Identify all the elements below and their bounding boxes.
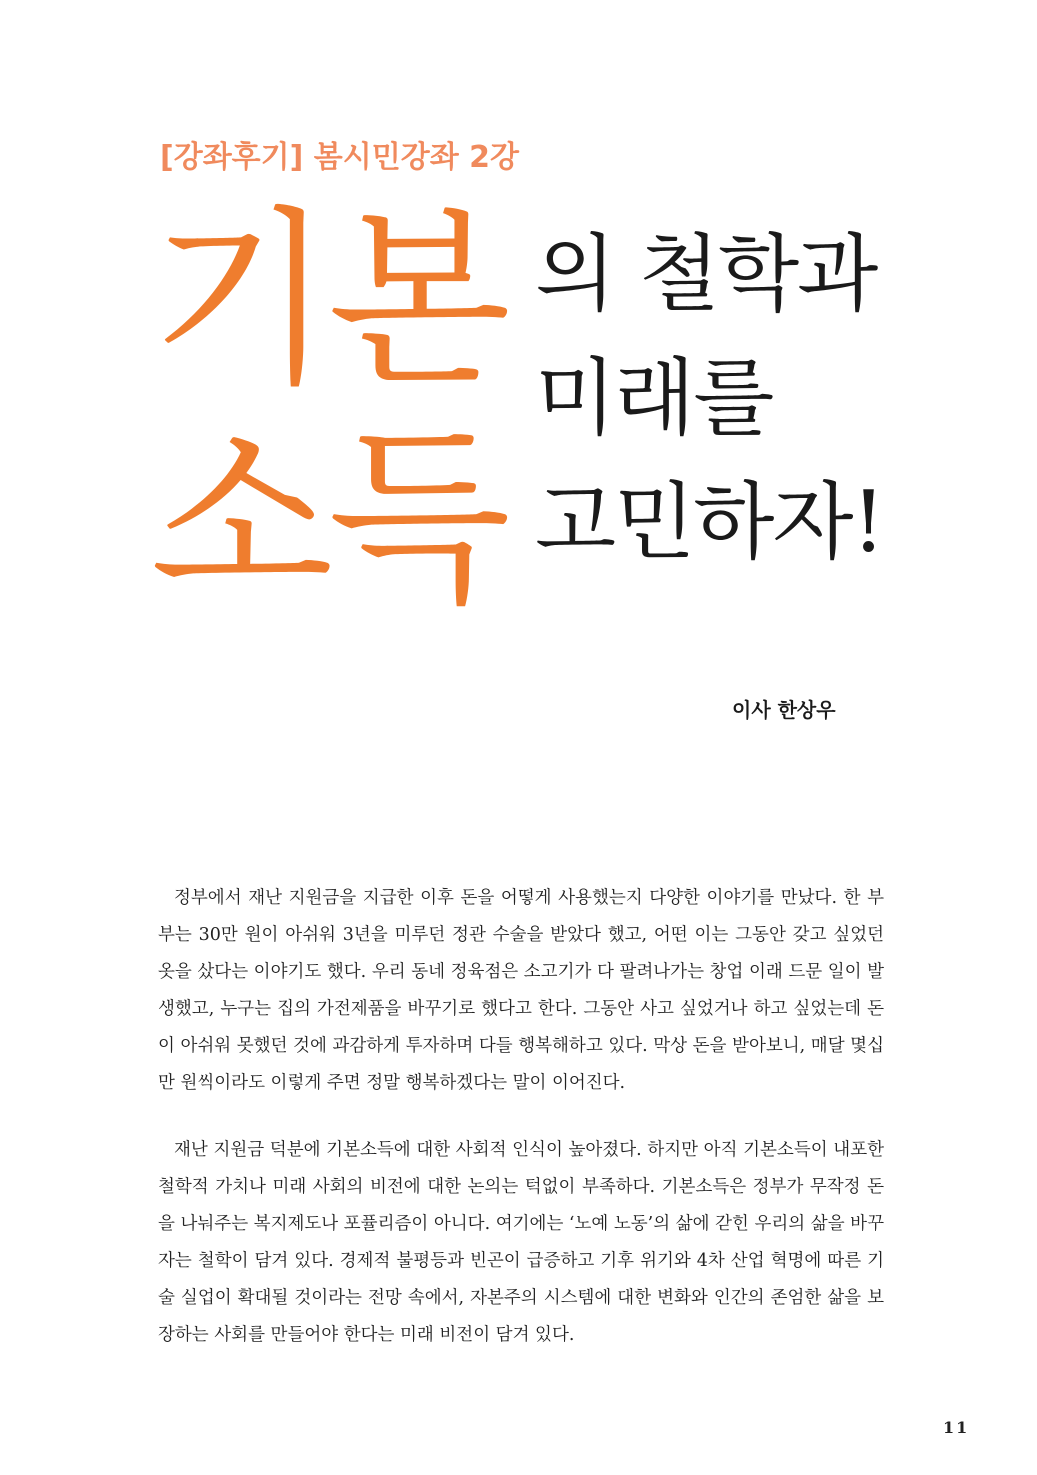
author-byline: 이사 한상우 [732, 698, 836, 722]
body-paragraph-1: 정부에서 재난 지원금을 지급한 이후 돈을 어떻게 사용했는지 다양한 이야기를 만났다. 한 부부는 30만 원이 아쉬워 3년을 미루던 정관 수술을 받았다 했고, 어떤 이는 그동안 갖고 싶었던 옷을 샀다는 이야기도 했다. 우리 동네 정육점은 소고기가 다 팔려나가는 창업 이래 드문 일이 발생했고, 누구는 집의 가전제품을 바꾸기로 했다고 한다. 그동안 사고 싶었거나 하고 싶었는데 돈이 아쉬워 못했던 것에 과감하게 투자하며 다들 행복해하고 있다. 막상 돈을 받아보니, 매달 몇십만 원씩이라도 이렇게 주면 정말 행복하겠다는 말이 이어진다. [158, 888, 885, 1093]
title-rest [535, 212, 883, 584]
title-rest-line-2: 미래를 [535, 349, 773, 447]
title-highlight-line-1: 기본 [150, 190, 506, 411]
title-highlight [150, 192, 530, 628]
article-kicker: [강좌후기] 봄시민강좌 2강 [160, 140, 519, 175]
article-body [158, 880, 884, 1384]
title-rest-line-1: 의 철학과 [535, 225, 877, 323]
title-rest-line-3: 고민하자! [535, 473, 884, 571]
title-highlight-line-2: 소득 [150, 408, 506, 629]
body-paragraph-2: 재난 지원금 덕분에 기본소득에 대한 사회적 인식이 높아졌다. 하지만 아직 기본소득이 내포한 철학적 가치나 미래 사회의 비전에 대한 논의는 턱없이 부족하다. 기본소득은 정부가 무작정 돈을 나눠주는 복지제도나 포퓰리즘이 아니다. 여기에는 ‘노예 노동’의 삶에 갇힌 우리의 삶을 바꾸자는 철학이 담겨 있다. 경제적 불평등과 빈곤이 급증하고 기후 위기와 4차 산업 혁명에 따른 기술 실업이 확대될 것이라는 전망 속에서, 자본주의 시스템에 대한 변화와 인간의 존엄한 삶을 보장하는 사회를 만들어야 한다는 미래 비전이 담겨 있다. [158, 1140, 884, 1345]
page-number: 11 [943, 1418, 970, 1437]
